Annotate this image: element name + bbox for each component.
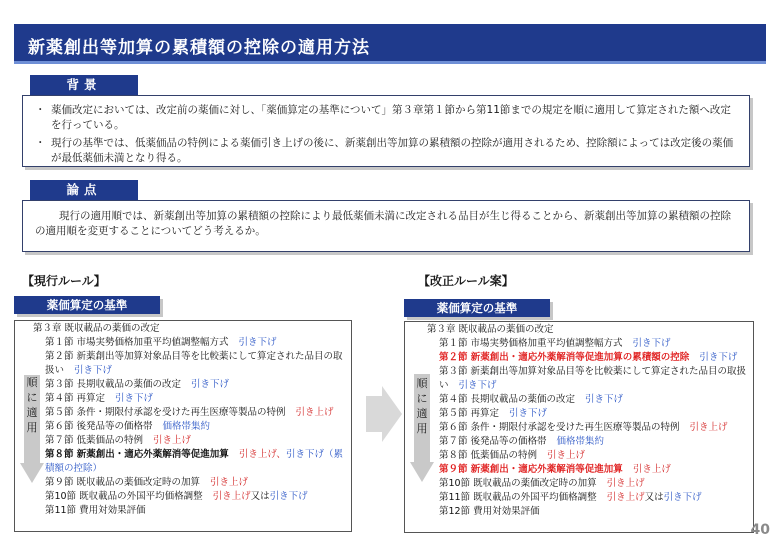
issue-text: 現行の適用順では、新薬創出等加算の累積額の控除により最低薬価未満に改定される品目が生じ得ることから、新薬創出等加算の累積額の控除の適用順を変更することについてどう考えるか。 bbox=[35, 210, 731, 237]
revised-rule-box bbox=[404, 321, 754, 533]
rule-line: 第10節 既収載品の薬価改定時の加算 引き上げ bbox=[439, 478, 645, 489]
rule-line-highlight: 第８節 新薬創出・適応外薬解消等促進加算 引き上げ、引き下げ（累積額の控除） bbox=[45, 449, 343, 474]
background-tab: 背景 bbox=[30, 75, 138, 95]
rule-line: 第４節 長期収載品の薬価の改定 引き下げ bbox=[439, 394, 624, 405]
current-rule-heading: 【現行ルール】 bbox=[22, 274, 106, 288]
rule-line: 第５節 条件・期限付承認を受けた再生医療等製品の特例 引き上げ bbox=[45, 407, 334, 418]
rule-line: 第１節 市場実勢価格加重平均値調整幅方式 引き下げ bbox=[439, 338, 671, 349]
current-rule-box bbox=[14, 320, 352, 532]
rule-line: 第３節 長期収載品の薬価の改定 引き下げ bbox=[45, 379, 230, 390]
revised-rule-lines bbox=[405, 323, 749, 519]
background-box bbox=[22, 95, 750, 167]
page-title: 新薬創出等加算の累積額の控除の適用方法 bbox=[14, 24, 766, 64]
current-rule-lines bbox=[15, 322, 347, 518]
background-bullet: ・ 現行の基準では、低薬価品の特例による薬価引き上げの後に、新薬創出等加算の累積額の控除が適用されるため、控除額によっては改定後の薬価が最低薬価未満となり得る。 bbox=[37, 136, 735, 166]
rule-line: 第８節 低薬価品の特例 引き上げ bbox=[439, 450, 586, 461]
rule-line: 第２節 新薬創出等加算対象品目等を比較薬にして算定された品目の取扱い 引き下げ bbox=[45, 351, 343, 376]
rule-line: 第７節 後発品等の価格帯 価格帯集約 bbox=[439, 436, 605, 447]
revised-rule-heading: 【改正ルール案】 bbox=[418, 274, 514, 288]
background-bullet: ・ 薬価改定においては、改定前の薬価に対し、「薬価算定の基準について」第３章第１節から第11節までの規定を順に適用して算定された額へ改定を行っている。 bbox=[37, 103, 735, 133]
rule-line: 第７節 低薬価品の特例 引き上げ bbox=[45, 435, 192, 446]
rule-line: 第３節 新薬創出等加算対象品目等を比較薬にして算定された品目の取扱い 引き下げ bbox=[439, 366, 747, 391]
rule-line: 第11節 費用対効果評価 bbox=[45, 505, 146, 516]
page-number: 40 bbox=[750, 522, 770, 538]
rule-line-highlight: 第９節 新薬創出・適応外薬解消等促進加算 引き上げ bbox=[439, 464, 671, 475]
order-label: 順に適用 bbox=[416, 377, 428, 435]
issue-tab: 論点 bbox=[30, 180, 138, 200]
order-label: 順に適用 bbox=[26, 376, 38, 434]
rule-line: 第５節 再算定 引き下げ bbox=[439, 408, 548, 419]
rule-line: 第６節 後発品等の価格帯 価格帯集約 bbox=[45, 421, 211, 432]
rule-line: 第10節 既収載品の外国平均価格調整 引き上げ又は引き下げ bbox=[45, 491, 308, 502]
rule-line: 第６節 条件・期限付承認を受けた再生医療等製品の特例 引き上げ bbox=[439, 422, 728, 433]
rule-line: 第11節 既収載品の外国平均価格調整 引き上げ又は引き下げ bbox=[439, 492, 702, 503]
chapter-line: 第３章 既収載品の薬価の改定 bbox=[33, 323, 160, 334]
current-standard-label: 薬価算定の基準 bbox=[14, 296, 160, 314]
rule-line: 第１節 市場実勢価格加重平均値調整幅方式 引き下げ bbox=[45, 337, 277, 348]
rule-line: 第12節 費用対効果評価 bbox=[439, 506, 540, 517]
rule-line-highlight: 第２節 新薬創出・適応外薬解消等促進加算の累積額の控除 引き下げ bbox=[439, 352, 738, 363]
chapter-line: 第３章 既収載品の薬価の改定 bbox=[427, 324, 554, 335]
rule-line: 第４節 再算定 引き下げ bbox=[45, 393, 154, 404]
transition-arrow-icon bbox=[366, 386, 402, 442]
issue-box bbox=[22, 200, 750, 252]
revised-standard-label: 薬価算定の基準 bbox=[404, 299, 550, 317]
rule-line: 第９節 既収載品の薬価改定時の加算 引き上げ bbox=[45, 477, 249, 488]
